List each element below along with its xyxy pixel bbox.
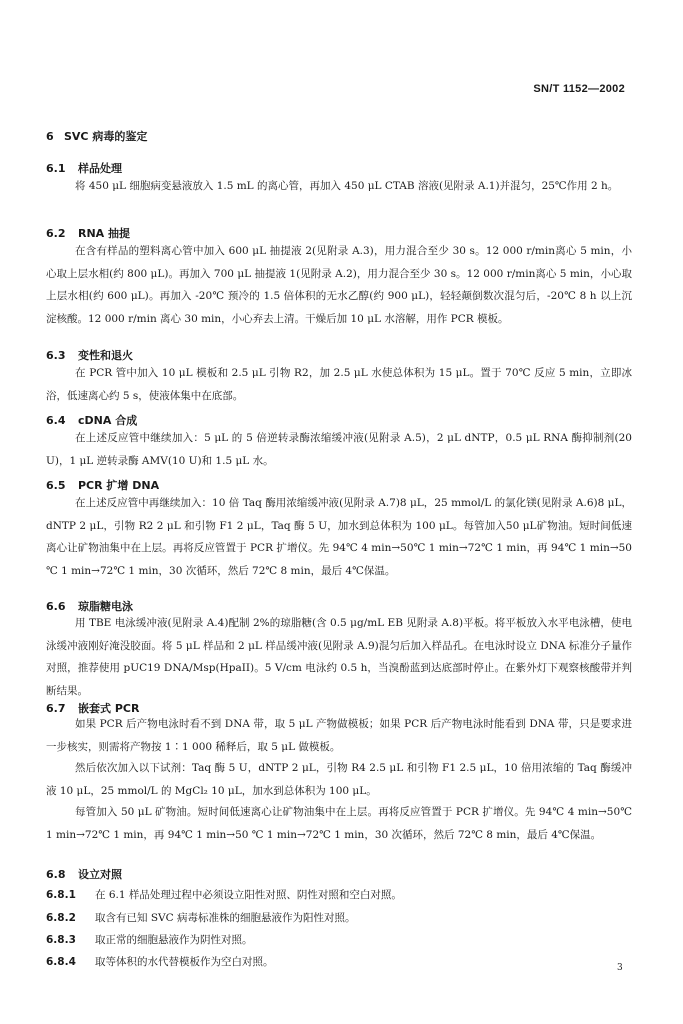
page-number: 3 [617,963,623,973]
item-text: 在 6.1 样品处理过程中必须设立阳性对照、阴性对照和空白对照。 [95,889,402,901]
subsection-heading-6-5 [46,477,159,493]
paragraph-nested-pcr-2: 然后依次加入以下试剂：Taq 酶 5 U，dNTP 2 μL，引物 R4 2.5 μL 和引物 F1 2.5 μL，10 倍用浓缩的 Taq 酶缓冲液 10 μL，25 mmol/L 的 MgCl₂ 10 μL，加水到总体积为 100 μL。 [46,762,632,797]
item-number: 6.8.2 [46,912,76,924]
item-text: 取含有已知 SVC 病毒标准株的细胞悬液作为阳性对照。 [95,912,356,924]
item-number: 6.8.3 [46,934,76,946]
subsection-title: 设立对照 [78,868,122,881]
subsection-heading-6-2 [46,225,130,241]
paragraph-pcr-amplification: 在上述反应管中再继续加入：10 倍 Taq 酶用浓缩缓冲液(见附录 A.7)8 μL，25 mmol/L 的氯化镁(见附录 A.6)8 μL，dNTP 2 μL，引物 R2 2 μL 和引物 F1 2 μL，Taq 酶 5 U，加水到总体积为 100 μL。每管加入50 μL矿物油。短时间低速离心让矿物油集中在上层。再将反应管置于 PCR 扩增仪。先 94℃ 4 min→50℃ 1 min→72℃ 1 min，再 94℃ 1 min→50 ℃ 1 min→72℃ 1 min，30 次循环，然后 72℃ 8 min，最后 4℃保温。 [46,497,632,577]
subsection-title: 样品处理 [78,162,122,175]
paragraph-cdna-synthesis: 在上述反应管中继续加入：5 μL 的 5 倍逆转录酶浓缩缓冲液(见附录 A.5)，2 μL dNTP，0.5 μL RNA 酶抑制剂(20 U)，1 μL 逆转录酶 AMV(10 U)和 1.5 μL 水。 [46,432,632,467]
section-title: SVC 病毒的鉴定 [64,130,148,143]
paragraph-denature-anneal: 在 PCR 管中加入 10 μL 模板和 2.5 μL 引物 R2，加 2.5 μL 水使总体积为 15 μL。置于 70℃ 反应 5 min，立即冰浴，低速离心约 5 s，使液体集中在底部。 [46,367,632,402]
subsection-heading-6-4 [46,412,137,428]
subsection-title: RNA 抽提 [78,227,131,240]
subsection-title: 嵌套式 PCR [78,702,140,715]
subsection-number: 6.5 [46,479,66,492]
subsection-number: 6.4 [46,414,66,427]
list-item [46,954,632,969]
paragraph-nested-pcr-1: 如果 PCR 后产物电泳时看不到 DNA 带，取 5 μL 产物做模板；如果 PCR 后产物电泳时能看到 DNA 带，只是要求进一步核实，则需将产物按 1∶1 000 稀释后，取 5 μL 做模板。 [46,718,632,753]
paragraph-nested-pcr-3: 每管加入 50 μL 矿物油。短时间低速离心让矿物油集中在上层。再将反应管置于 PCR 扩增仪。先 94℃ 4 min→50℃ 1 min→72℃ 1 min，再 94℃ 1 min→50 ℃ 1 min→72℃ 1 min，30 次循环，然后 72℃ 8 min，最后 4℃保温。 [46,806,632,841]
list-item [46,887,632,902]
subsection-title: PCR 扩增 DNA [78,479,160,492]
item-text: 取正常的细胞悬液作为阴性对照。 [95,934,253,946]
subsection-title: 变性和退火 [78,349,133,362]
paragraph-sample-processing: 将 450 μL 细胞病变悬液放入 1.5 mL 的离心管，再加入 450 μL CTAB 溶液(见附录 A.1)并混匀，25℃作用 2 h。 [75,180,619,192]
section-heading [46,128,147,144]
list-item [46,910,632,925]
item-text: 取等体积的水代替模板作为空白对照。 [95,956,274,968]
subsection-number: 6.7 [46,702,66,715]
standard-code: SN/T 1152—2002 [533,83,625,95]
subsection-number: 6.1 [46,162,66,175]
subsection-number: 6.8 [46,868,66,881]
subsection-title: 琼脂糖电泳 [78,600,133,613]
item-number: 6.8.1 [46,889,76,901]
subsection-number: 6.6 [46,600,66,613]
subsection-heading-6-8 [46,866,122,882]
section-number: 6 [46,130,54,143]
subsection-number: 6.3 [46,349,66,362]
paragraph-agarose-electrophoresis: 用 TBE 电泳缓冲液(见附录 A.4)配制 2%的琼脂糖(含 0.5 μg/mL EB 见附录 A.8)平板。将平板放入水平电泳槽，使电泳缓冲液刚好淹没胶面。将 5 μL 样品和 2 μL 样品缓冲液(见附录 A.9)混匀后加入样品孔。在电泳时设立 DNA 标准分子量作对照，推荐使用 pUC19 DNA/Msp(HpaII)。5 V/cm 电泳约 0.5 h，当溴酚蓝到达底部时停止。在紫外灯下观察核酸带并判断结果。 [46,617,632,697]
paragraph-rna-extraction: 在含有样品的塑料离心管中加入 600 μL 抽提液 2(见附录 A.3)，用力混合至少 30 s。12 000 r/min离心 5 min，小心取上层水相(约 800 μL)。再加入 700 μL 抽提液 1(见附录 A.2)，用力混合至少 30 s。12 000 r/min离心 5 min，小心取上层水相(约 600 μL)。再加入 -20℃ 预冷的 1.5 倍体积的无水乙醇(约 900 μL)，轻轻颠倒数次混匀后，-20℃ 8 h 以上沉淀核酸。12 000 r/min 离心 30 min，小心弃去上清。干燥后加 10 μL 水溶解，用作 PCR 模板。 [46,245,632,325]
item-number: 6.8.4 [46,956,76,968]
subsection-title: cDNA 合成 [78,414,138,427]
subsection-number: 6.2 [46,227,66,240]
list-item [46,932,632,947]
subsection-heading-6-1 [46,160,122,176]
subsection-heading-6-3 [46,347,133,363]
